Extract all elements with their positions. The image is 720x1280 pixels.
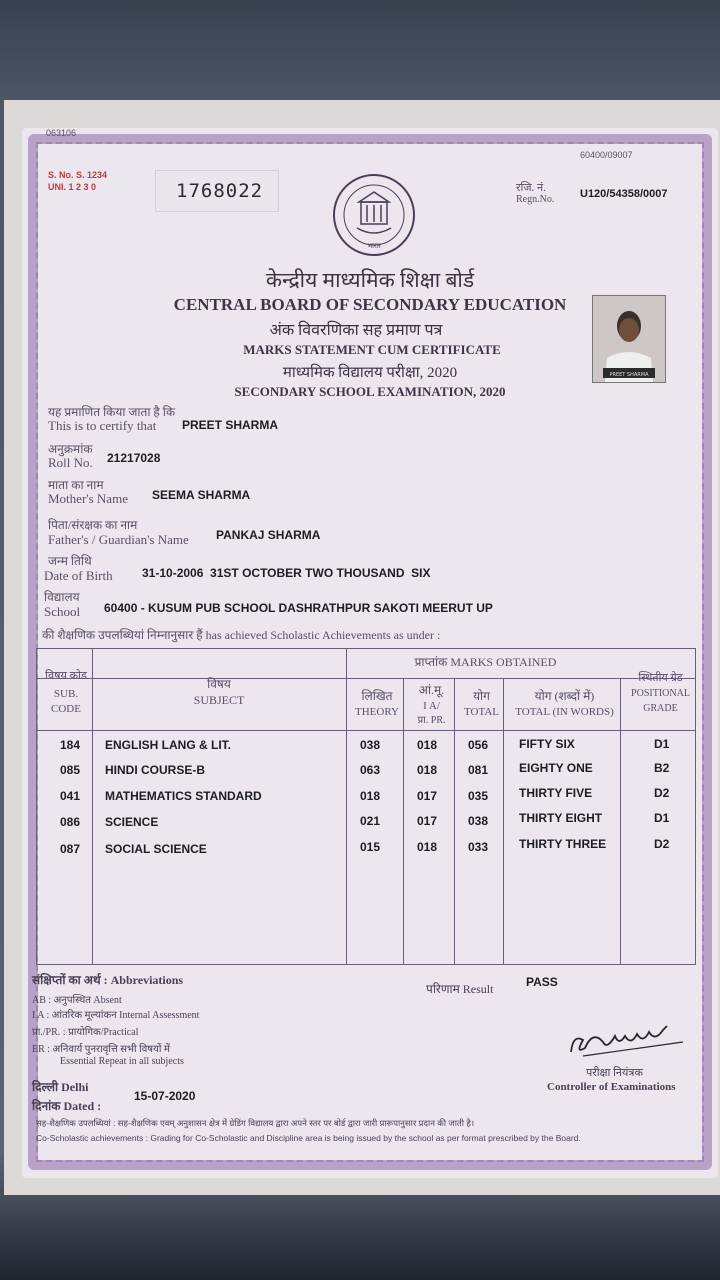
abbrev-essential-repeat-en: Essential Repeat in all subjects	[60, 1056, 184, 1067]
row-subject: SCIENCE	[105, 815, 159, 829]
regn-number: U120/54358/0007	[580, 188, 668, 200]
header-subject-hi: विषय	[207, 677, 231, 691]
header-ia-hi: आं.मू.	[418, 683, 445, 697]
abbrev-absent: AB : अनुपस्थित Absent	[32, 995, 122, 1006]
roll-label-hi: अनुक्रमांक	[48, 442, 93, 456]
header-code-hi: विषय कोड	[45, 670, 87, 682]
roll-label-en: Roll No.	[48, 455, 93, 470]
cbse-logo-icon	[331, 172, 417, 258]
header-grade-en1: POSITIONAL	[631, 688, 690, 699]
regn-label-en: Regn.No.	[516, 194, 555, 205]
header-code-en2: CODE	[51, 703, 81, 715]
doc-title-hindi: अंक विवरणिका सह प्रमाण पत्र	[269, 322, 443, 339]
header-subject-en: SUBJECT	[193, 693, 245, 707]
red-stamp-line2: UNI. 1 2 3 0	[48, 182, 97, 192]
place: दिल्ली Delhi	[32, 1080, 89, 1094]
co-scholastic-note-en: Co-Scholastic achievements : Grading for Co-Scholastic and Discipline area is being issued by the school as per format prescribed by the Board.	[36, 1133, 581, 1143]
top-right-number: 60400/09007	[580, 150, 633, 160]
row-theory: 015	[360, 840, 381, 854]
achievement-statement: की शैक्षणिक उपलब्धियां निम्नानुसार हैं has achieved Scholastic Achievements as under :	[42, 628, 441, 642]
row-words: THIRTY THREE	[519, 837, 607, 851]
father-name: PANKAJ SHARMA	[216, 528, 321, 542]
roll-number: 21217028	[107, 451, 161, 465]
header-theory-en: THEORY	[355, 706, 399, 718]
row-grade: D1	[654, 737, 670, 751]
row-ia: 018	[417, 738, 438, 752]
exam-english: SECONDARY SCHOOL EXAMINATION, 2020	[234, 384, 506, 399]
dob-label-hi: जन्म तिथि	[48, 554, 92, 568]
row-grade: B2	[654, 761, 670, 775]
header-theory-hi: लिखित	[361, 689, 393, 703]
board-name-hindi: केन्द्रीय माध्यमिक शिक्षा बोर्ड	[265, 268, 475, 292]
mother-label-hi: माता का नाम	[48, 478, 104, 492]
school-label-en: School	[44, 604, 81, 619]
header-ia-en: I A/	[423, 700, 440, 712]
student-name: PREET SHARMA	[182, 418, 279, 432]
doc-title-english: MARKS STATEMENT CUM CERTIFICATE	[243, 342, 501, 357]
row-theory: 021	[360, 814, 381, 828]
school-label-hi: विद्यालय	[44, 590, 80, 604]
abbrev-practical: प्रा./PR. : प्रायोगिक/Practical	[32, 1027, 139, 1038]
dated-label: दिनांक Dated :	[32, 1099, 102, 1113]
student-portrait-icon	[593, 296, 665, 382]
row-total: 035	[468, 789, 489, 803]
certify-label-en: This is to certify that	[48, 418, 157, 433]
co-scholastic-note-hi: सह-शैक्षणिक उपलब्धियां : सह-शैक्षणिक एवम् अनुशासन क्षेत्र में ग्रेडिंग विद्यालय द्वारा अपने स्तर पर बोर्ड द्वारा जारी प्रारूपानुसार प्रदान की जाती है।	[36, 1118, 475, 1128]
issue-date: 15-07-2020	[134, 1089, 196, 1103]
abbrev-internal-assessment: I A : आंतरिक मूल्यांकन Internal Assessment	[32, 1010, 200, 1021]
row-subject: HINDI COURSE-B	[105, 763, 206, 777]
serial-number: 1768022	[176, 180, 264, 202]
row-words: FIFTY SIX	[519, 737, 575, 751]
red-stamp-line1: S. No. S. 1234	[48, 170, 108, 180]
header-grade-hi: स्थितीय ग्रेड	[638, 672, 683, 684]
header-total-en: TOTAL	[464, 706, 499, 718]
svg-text:भारत: भारत	[367, 242, 381, 250]
row-grade: D2	[654, 837, 670, 851]
row-code: 184	[60, 738, 81, 752]
header-marks-obtained: प्राप्तांक MARKS OBTAINED	[414, 655, 557, 669]
row-code: 086	[60, 815, 81, 829]
row-ia: 018	[417, 840, 438, 854]
row-ia: 017	[417, 814, 438, 828]
controller-signature-icon	[563, 1022, 693, 1062]
school-name: 60400 - KUSUM PUB SCHOOL DASHRATHPUR SAKOTI MEERUT UP	[104, 601, 493, 615]
board-name-english: CENTRAL BOARD OF SECONDARY EDUCATION	[173, 295, 567, 314]
row-theory: 063	[360, 763, 381, 777]
header-ia-pr: प्रा. PR.	[417, 715, 446, 726]
row-subject: SOCIAL SCIENCE	[105, 842, 207, 856]
row-code: 085	[60, 763, 81, 777]
certify-label-hi: यह प्रमाणित किया जाता है कि	[48, 405, 176, 419]
row-words: THIRTY EIGHT	[519, 811, 603, 825]
header-grade-en2: GRADE	[643, 703, 678, 714]
row-subject: ENGLISH LANG & LIT.	[105, 738, 231, 752]
mother-name: SEEMA SHARMA	[152, 488, 251, 502]
exam-hindi: माध्यमिक विद्यालय परीक्षा, 2020	[282, 365, 458, 381]
row-ia: 018	[417, 763, 438, 777]
row-grade: D1	[654, 811, 670, 825]
mother-label-en: Mother's Name	[48, 491, 128, 506]
row-total: 038	[468, 814, 489, 828]
result-label: परिणाम Result	[426, 982, 494, 996]
dob-label-en: Date of Birth	[44, 568, 113, 583]
father-label-hi: पिता/संरक्षक का नाम	[48, 518, 138, 532]
controller-title-hi: परीक्षा नियंत्रक	[586, 1067, 643, 1079]
row-code: 087	[60, 842, 81, 856]
student-photo	[592, 295, 666, 383]
svg-text:PREET SHARMA: PREET SHARMA	[609, 372, 649, 378]
date-of-birth: 31-10-2006 31ST OCTOBER TWO THOUSAND SIX	[142, 566, 431, 580]
row-grade: D2	[654, 786, 670, 800]
header-words-en: TOTAL (IN WORDS)	[515, 706, 614, 718]
header-words-hi: योग (शब्दों में)	[534, 689, 595, 703]
header-code-en1: SUB.	[53, 688, 79, 700]
row-total: 056	[468, 738, 489, 752]
result-value: PASS	[526, 975, 558, 989]
row-subject: MATHEMATICS STANDARD	[105, 789, 262, 803]
row-theory: 038	[360, 738, 381, 752]
header-total-hi: योग	[473, 689, 490, 703]
abbrev-essential-repeat: ER : अनिवार्य पुनरावृत्ति सभी विषयों में	[32, 1044, 170, 1055]
top-left-number: 063106	[46, 128, 77, 138]
row-words: THIRTY FIVE	[519, 786, 593, 800]
abbreviations-title: संक्षिप्तों का अर्थ : Abbreviations	[32, 973, 184, 987]
father-label-en: Father's / Guardian's Name	[48, 532, 189, 547]
row-ia: 017	[417, 789, 438, 803]
row-total: 081	[468, 763, 489, 777]
row-words: EIGHTY ONE	[519, 761, 593, 775]
row-total: 033	[468, 840, 489, 854]
row-code: 041	[60, 789, 81, 803]
regn-label-hi: रजि. नं.	[516, 182, 546, 194]
controller-title-en: Controller of Examinations	[547, 1081, 676, 1093]
row-theory: 018	[360, 789, 381, 803]
